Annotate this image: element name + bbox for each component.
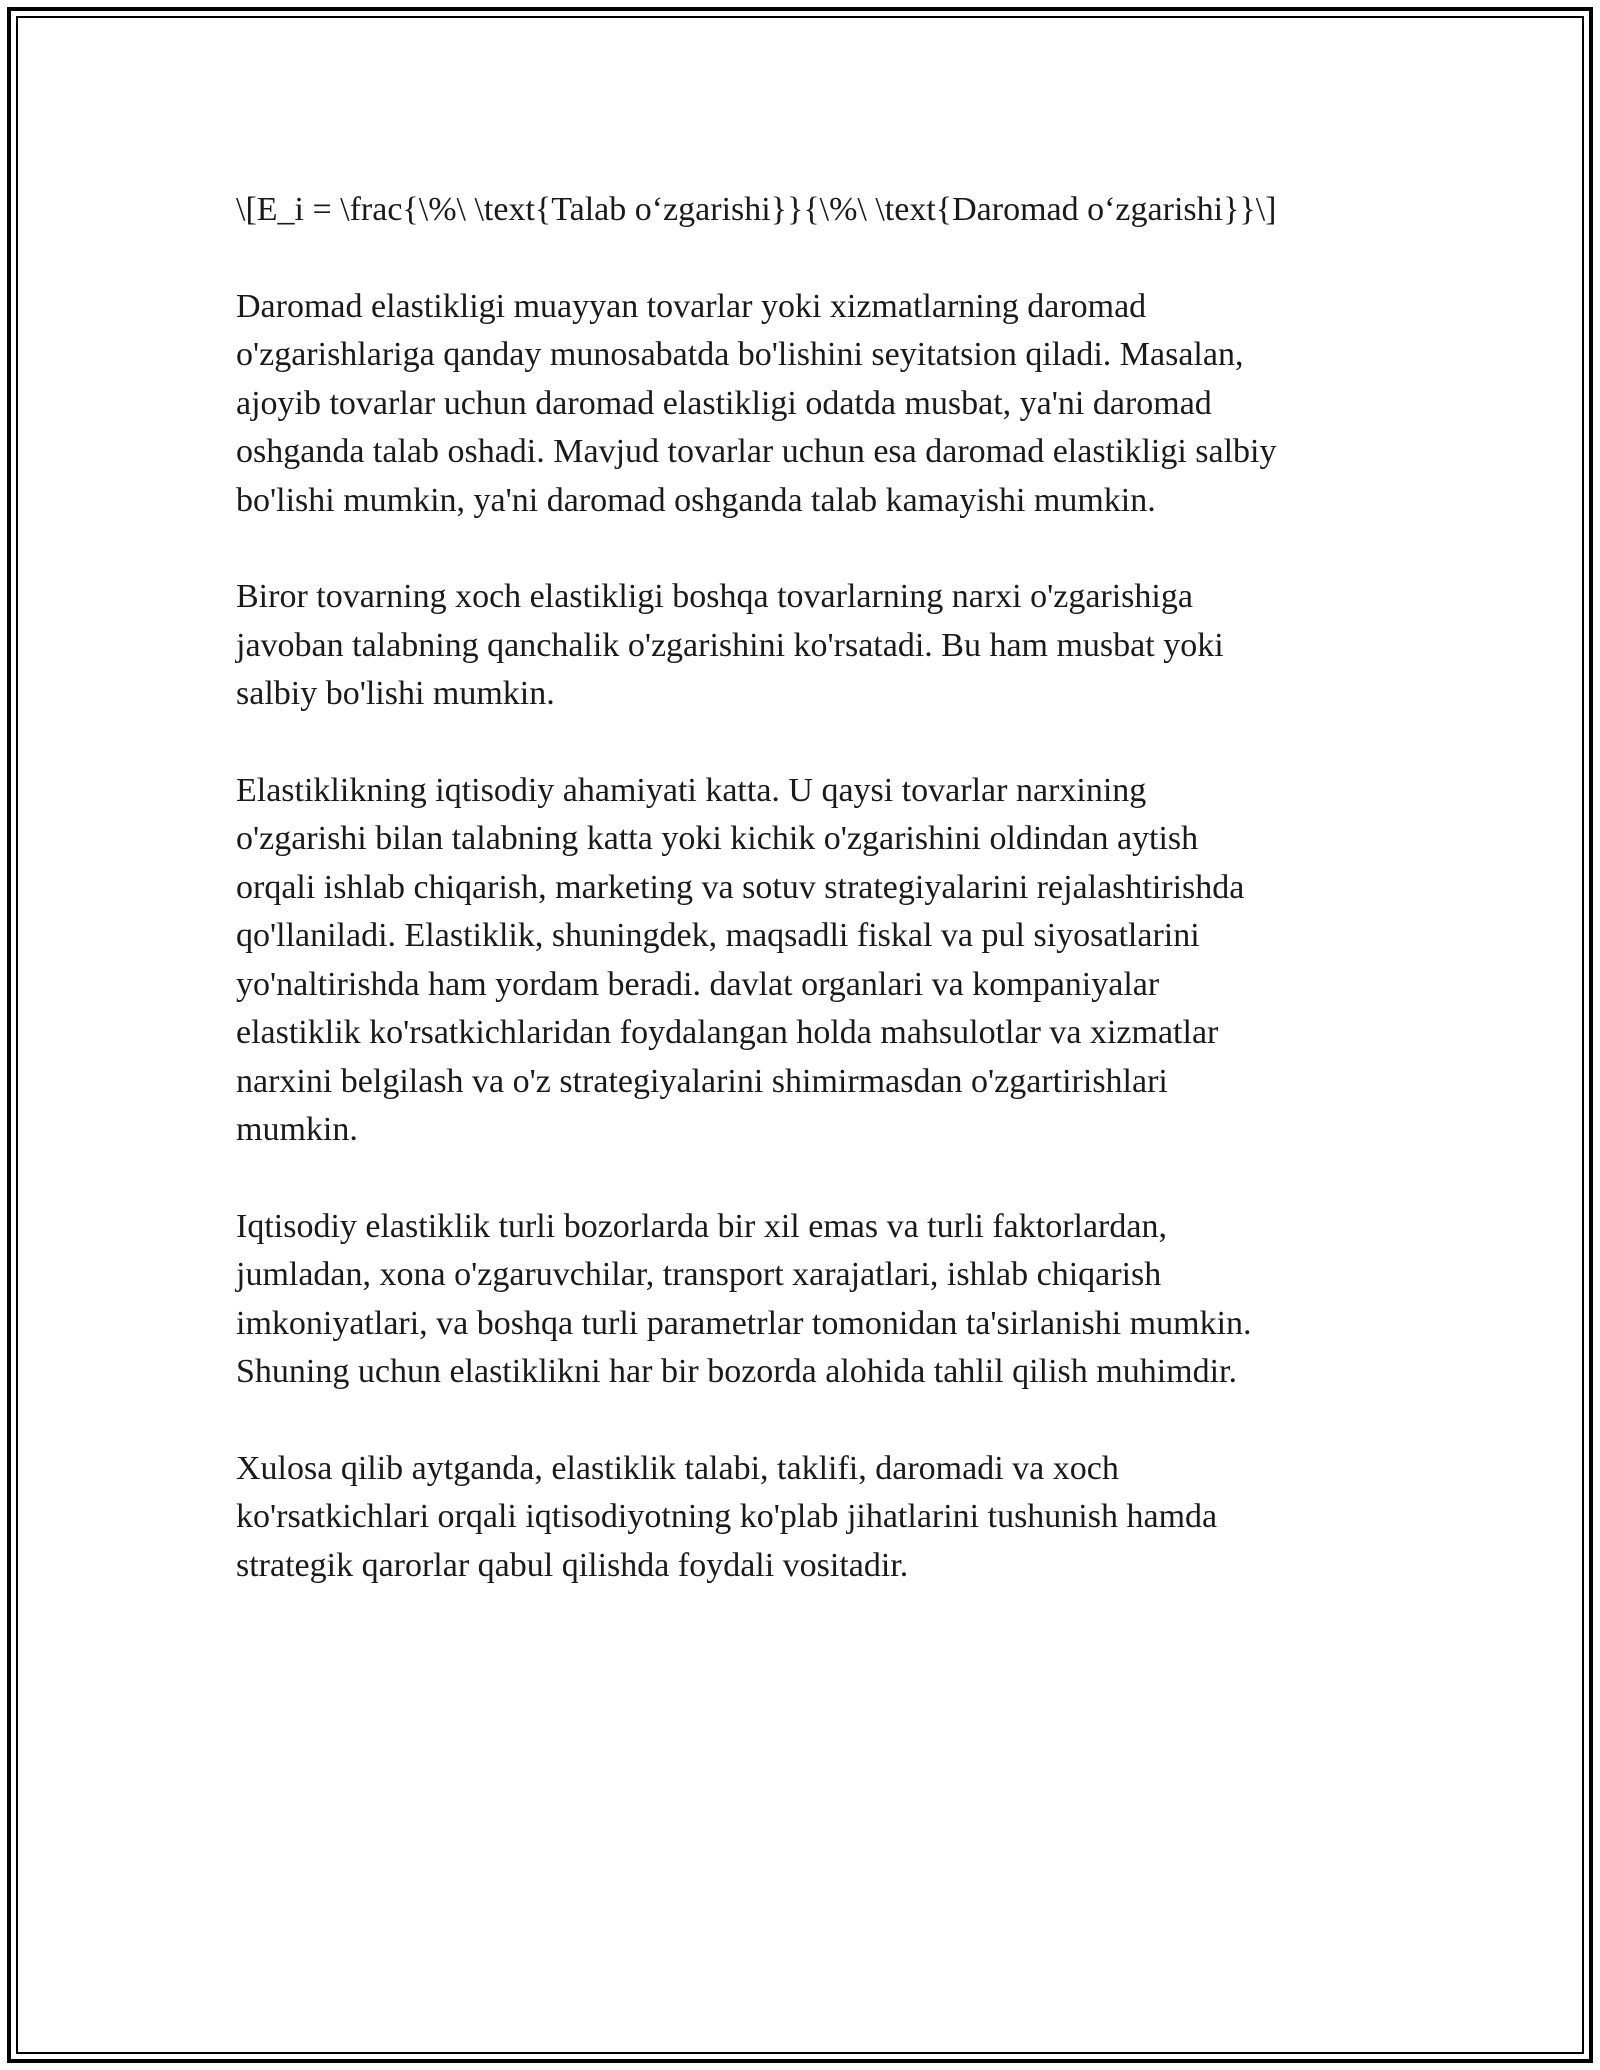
- paragraph-market-factors: Iqtisodiy elastiklik turli bozorlarda bir xil emas va turli faktorlardan, jumladan, xona o'zgaruvchilar, transport xarajatlari, ishlab chiqarish imkoniyatlari, va boshqa turli parametrlar tomonidan ta'sirlanishi mumkin. Shuning uchun elastiklikni har bir bozorda alohida tahlil qilish muhimdir.: [236, 1207, 1252, 1390]
- paragraph-income-elasticity: Daromad elastikligi muayyan tovarlar yoki xizmatlarning daromad o'zgarishlariga qanday munosabatda bo'lishini seyitatsion qiladi. Masalan, ajoyib tovarlar uchun daromad elastikligi odatda musbat, ya'ni daromad oshganda talab oshadi. Mavjud tovarlar uchun esa daromad elastikligi salbiy bo'lishi mumkin, ya'ni daromad oshganda talab kamayishi mumkin.: [236, 287, 1277, 519]
- paragraph-cross-elasticity: Biror tovarning xoch elastikligi boshqa tovarlarning narxi o'zgarishiga javoban talabning qanchalik o'zgarishini ko'rsatadi. Bu ham musbat yoki salbiy bo'lishi mumkin.: [236, 578, 1224, 712]
- paragraph-conclusion: Xulosa qilib aytganda, elastiklik talabi, taklifi, daromadi va xoch ko'rsatkichlari orqali iqtisodiyotning ko'plab jihatlarini tushunish hamda strategik qarorlar qabul qilishda foydali vositadir.: [236, 1449, 1218, 1584]
- document-body: [236, 186, 1396, 1638]
- paragraph-economic-significance: Elastiklikning iqtisodiy ahamiyati katta. U qaysi tovarlar narxining o'zgarishi bilan talabning katta yoki kichik o'zgarishini oldindan aytish orqali ishlab chiqarish, marketing va sotuv strategiyalarini rejalashtirishda qo'llaniladi. Elastiklik, shuningdek, maqsadli fiskal va pul siyosatlarini yo'naltirishda ham yordam beradi. davlat organlari va kompaniyalar elastiklik ko'rsatkichlaridan foydalangan holda mahsulotlar va xizmatlar narxini belgilash va o'z strategiyalarini shimirmasdan o'zgartirishlari mumkin.: [236, 771, 1245, 1148]
- income-elasticity-formula: \[E_i = \frac{\%\ \text{Talab o‘zgarishi}}{\%\ \text{Daromad o‘zgarishi}}\]: [236, 191, 1277, 228]
